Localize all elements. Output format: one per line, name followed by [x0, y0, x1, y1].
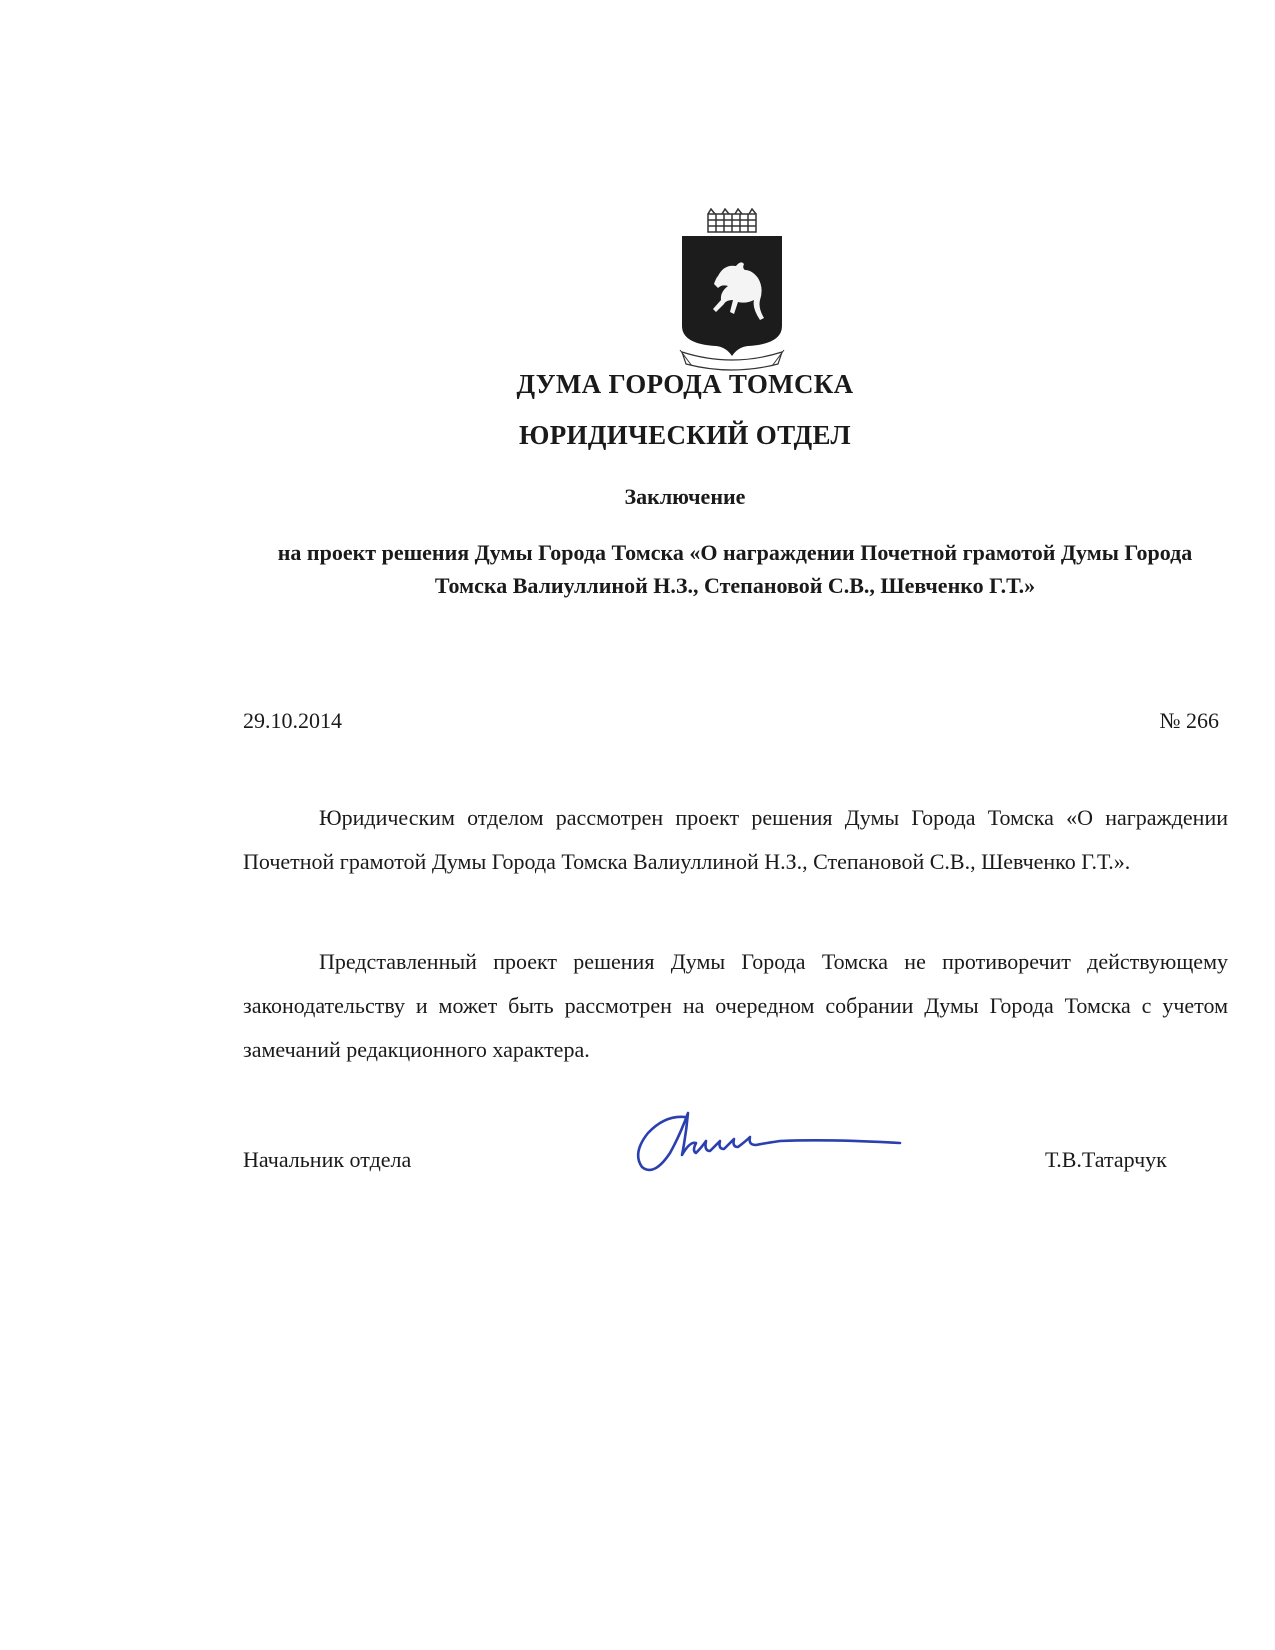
signatory-position: Начальник отдела: [243, 1147, 412, 1172]
document-number: № 266: [1159, 708, 1219, 733]
body-paragraph: Представленный проект решения Думы Города Томска не противоречит действующему законодательству и может быть рассмотрен на очередном собрании Думы Города Томска с учетом замечаний редакционного характера.: [243, 949, 1228, 1062]
department-name: ЮРИДИЧЕСКИЙ ОТДЕЛ: [519, 420, 851, 450]
org-name: ДУМА ГОРОДА ТОМСКА: [516, 369, 854, 399]
coat-of-arms-icon: [678, 208, 786, 378]
signatory-name: Т.В.Татарчук: [1045, 1147, 1167, 1172]
document-subject: на проект решения Думы Города Томска «О награждении Почетной грамотой Думы Города Томска Валиуллиной Н.З., Степановой С.В., Шевченко Г.Т.»: [277, 540, 1193, 598]
body-paragraph: Юридическим отделом рассмотрен проект решения Думы Города Томска «О награждении Почетной грамотой Думы Города Томска Валиуллиной Н.З., Степановой С.В., Шевченко Г.Т.».: [243, 805, 1228, 874]
handwritten-signature: [630, 1105, 915, 1180]
document-title: Заключение: [624, 484, 746, 509]
document-date: 29.10.2014: [243, 708, 342, 733]
